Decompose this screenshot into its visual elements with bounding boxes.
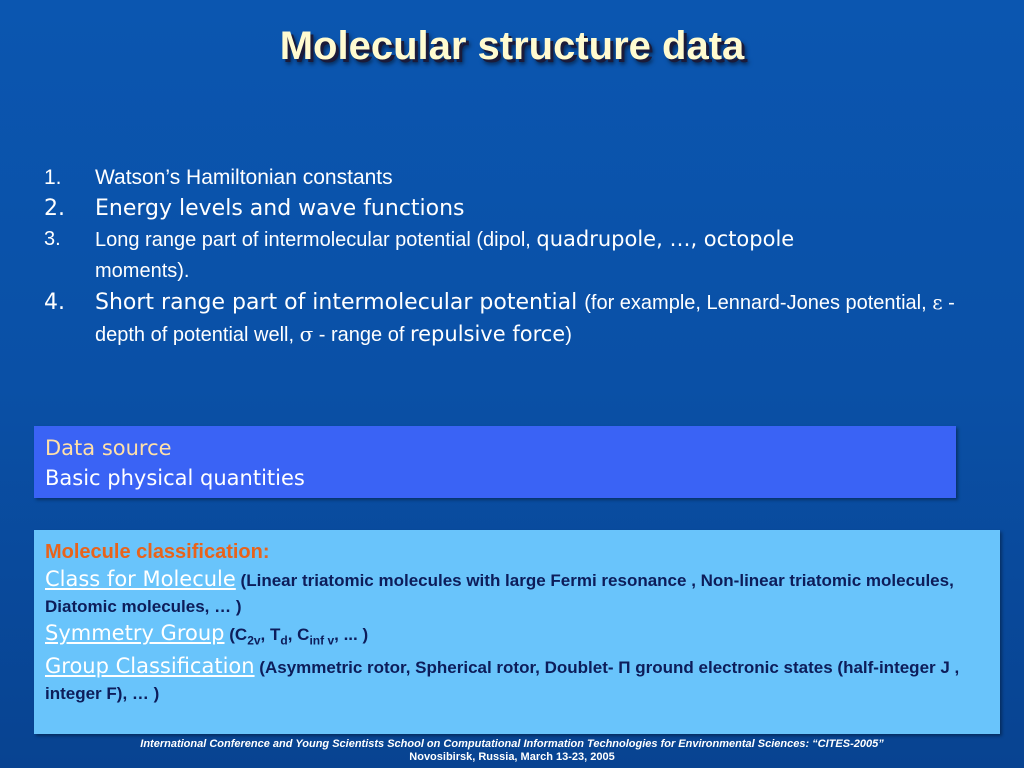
data-source-heading: Data source bbox=[45, 436, 172, 460]
class-description: (Linear triatomic molecules with large Fermi resonance , Non-linear triatomic molecules, Diatomic molecules, … ) bbox=[45, 571, 954, 616]
list-item bbox=[40, 224, 980, 287]
list-item-text: Watson’s Hamiltonian constants bbox=[95, 166, 393, 189]
list-item bbox=[40, 287, 980, 351]
sym-text: , ... ) bbox=[334, 625, 369, 644]
sym-sub: 2v bbox=[247, 633, 261, 648]
list-item bbox=[40, 193, 980, 224]
list-number: 1. bbox=[44, 166, 62, 189]
list-item-text-cont: moments). bbox=[95, 260, 190, 282]
list-item-text: Short range part of intermolecular potential bbox=[95, 290, 585, 315]
sym-text: , C bbox=[287, 625, 310, 644]
sym-sub: d bbox=[280, 633, 288, 648]
group-line bbox=[45, 653, 989, 707]
group-description: (Asymmetric rotor, Spherical rotor, Doublet- Π ground electronic states (half-integer J , integer F), … ) bbox=[45, 658, 960, 704]
epsilon-desc: - depth of potential well, bbox=[95, 292, 955, 346]
list-item bbox=[40, 162, 980, 193]
symmetry-line bbox=[45, 620, 989, 653]
repulsive-force-text: repulsive force bbox=[409, 322, 566, 346]
class-for-molecule-link[interactable]: Class for Molecule bbox=[45, 567, 236, 591]
class-line bbox=[45, 566, 989, 620]
footer bbox=[0, 738, 1024, 764]
topic-list bbox=[40, 162, 980, 351]
data-source-box bbox=[34, 426, 956, 498]
sigma-symbol: σ bbox=[299, 322, 314, 346]
sym-text: (C bbox=[229, 625, 248, 644]
data-source-body: Basic physical quantities bbox=[45, 466, 305, 490]
footer-line-1: International Conference and Young Scientists School on Computational Information Technologies for Environmental Sciences: “CITES-2005” bbox=[140, 738, 884, 750]
list-item-text-alt: quadrupole, …, octopole bbox=[536, 227, 795, 251]
classification-heading: Molecule classification: bbox=[45, 541, 270, 563]
closing-paren: ) bbox=[565, 324, 572, 346]
symmetry-description bbox=[229, 625, 369, 648]
epsilon-symbol: ε bbox=[932, 290, 943, 314]
slide-title: Molecular structure data bbox=[279, 24, 745, 68]
sym-text: , T bbox=[260, 625, 281, 644]
list-item-text: Energy levels and wave functions bbox=[95, 196, 465, 221]
footer-line-2: Novosibirsk, Russia, March 13-23, 2005 bbox=[409, 751, 615, 763]
classification-box bbox=[34, 530, 1000, 734]
example-text: (for example, Lennard-Jones potential, bbox=[584, 292, 933, 314]
symmetry-group-link[interactable]: Symmetry Group bbox=[45, 621, 225, 645]
sym-sub: inf v bbox=[309, 633, 335, 648]
list-item-text: Long range part of intermolecular potential (dipol, bbox=[95, 229, 537, 251]
list-number: 2. bbox=[44, 196, 65, 221]
sigma-desc: - range of bbox=[313, 324, 410, 346]
list-number: 3. bbox=[44, 228, 61, 250]
list-number: 4. bbox=[44, 290, 65, 315]
group-classification-link[interactable]: Group Classification bbox=[45, 654, 255, 679]
